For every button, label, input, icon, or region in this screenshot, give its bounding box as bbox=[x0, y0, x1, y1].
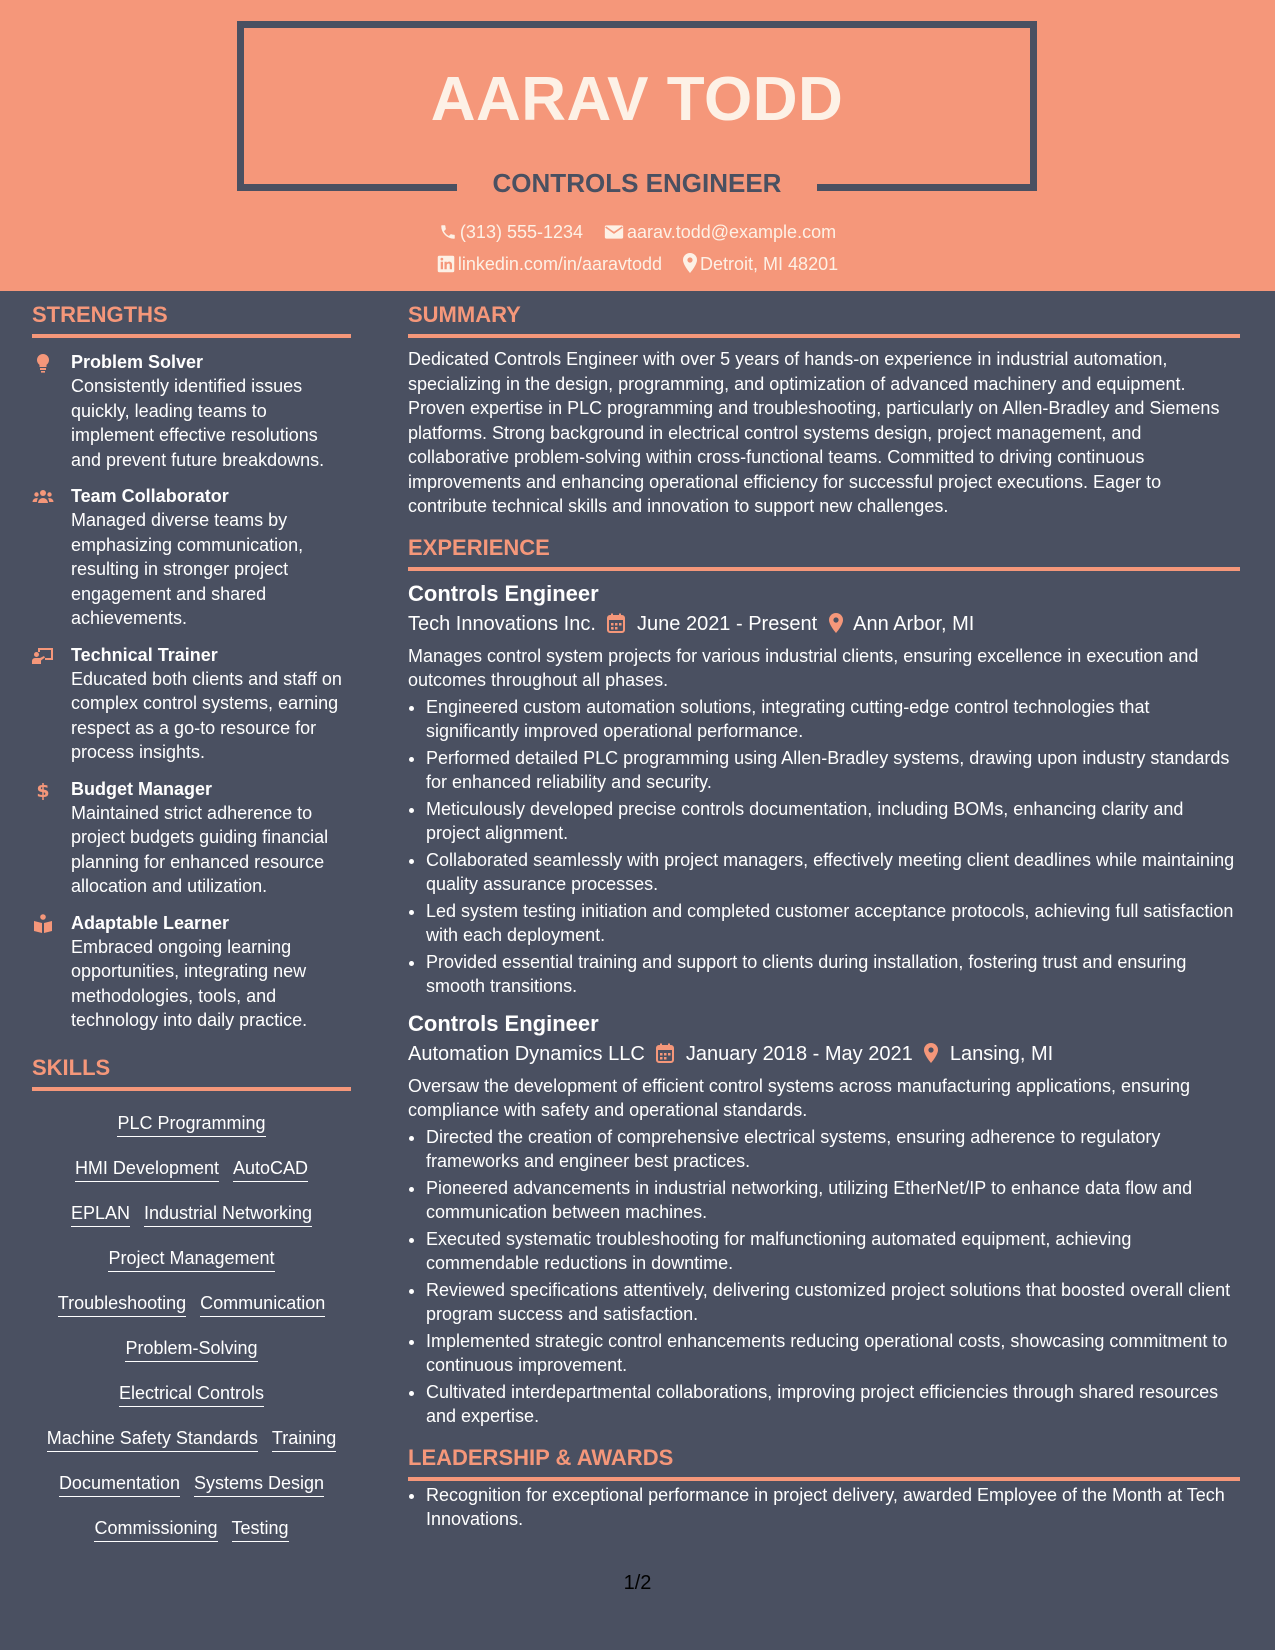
email-contact[interactable] bbox=[604, 220, 836, 244]
skill-tag: Training bbox=[272, 1426, 336, 1452]
bullet-item: • Provided essential training and support to clients during installation, fostering trust and ensuring smooth transitions. bbox=[426, 950, 1240, 999]
bullet-item: • Implemented strategic control enhancements reducing operational costs, showcasing commitment to continuous improvement. bbox=[426, 1329, 1240, 1378]
job-location: Lansing, MI bbox=[949, 1042, 1054, 1065]
skill-tag: EPLAN bbox=[71, 1201, 130, 1227]
summary-text: Dedicated Controls Engineer with over 5 years of hands-on experience in industrial automation, specializing in the design, programming, and optimization of advanced machinery and equipment. Proven expertise in PLC programming and troubleshooting, particularly on Allen-Bradley and Siemens platforms. Strong background in electrical control systems design, project management, and collaborative problem-solving within cross-functional teams. Committed to driving continuous improvements and enhancing operational efficiency for successful project executions. Eager to contribute technical skills and innovation to support new challenges. bbox=[408, 349, 1220, 516]
email-text: aarav.todd@example.com bbox=[627, 222, 837, 242]
strength-item bbox=[32, 643, 351, 765]
strength-desc: Embraced ongoing learning opportunities, integrating new methodologies, tools, and technology into daily practice. bbox=[71, 936, 308, 1030]
header-banner bbox=[0, 0, 1275, 291]
bullet-item: • Reviewed specifications attentively, delivering customized project solutions that boosted overall client program success and satisfaction. bbox=[426, 1278, 1240, 1327]
map-pin-icon bbox=[829, 613, 843, 633]
phone-contact[interactable] bbox=[439, 220, 583, 244]
skill-tag: Electrical Controls bbox=[119, 1381, 264, 1407]
calendar-icon bbox=[656, 1043, 674, 1063]
bullet-item: • Pioneered advancements in industrial networking, utilizing EtherNet/IP to enhance data flow and communication between machines. bbox=[426, 1176, 1240, 1225]
strength-desc: Managed diverse teams by emphasizing communication, resulting in stronger project engagement and shared achievements. bbox=[71, 510, 304, 628]
company-name: Tech Innovations Inc. bbox=[408, 612, 596, 635]
reading-person-icon bbox=[32, 913, 54, 935]
bullet-item: • Meticulously developed precise controls documentation, including BOMs, enhancing clarity and project alignment. bbox=[426, 797, 1240, 846]
skill-tag: Industrial Networking bbox=[144, 1201, 312, 1227]
left-column bbox=[32, 300, 351, 1551]
lightbulb-icon bbox=[32, 352, 54, 374]
linkedin-icon bbox=[437, 255, 455, 273]
job-title-header: CONTROLS ENGINEER bbox=[492, 168, 782, 198]
strength-name: Problem Solver bbox=[71, 352, 204, 372]
bullet-item: • Directed the creation of comprehensive electrical systems, ensuring adherence to regulatory frameworks and engineer best practices. bbox=[426, 1125, 1240, 1174]
candidate-name: AARAV TODD bbox=[430, 65, 844, 134]
skill-tag: Machine Safety Standards bbox=[47, 1426, 258, 1452]
page-number: 1/2 bbox=[623, 1572, 652, 1594]
skill-tag: Communication bbox=[200, 1291, 325, 1317]
strengths-heading: STRENGTHS bbox=[32, 300, 351, 338]
skill-tag: Project Management bbox=[108, 1246, 274, 1272]
skill-tag: Troubleshooting bbox=[58, 1291, 186, 1317]
users-icon bbox=[32, 486, 54, 508]
location-contact bbox=[683, 252, 838, 276]
bullet-item: • Collaborated seamlessly with project managers, effectively meeting client deadlines while maintaining quality assurance processes. bbox=[426, 848, 1240, 897]
contact-row-2 bbox=[0, 252, 1275, 276]
location-text: Detroit, MI 48201 bbox=[700, 254, 839, 274]
job-title: Controls Engineer bbox=[408, 1010, 599, 1036]
skill-tag: Commissioning bbox=[94, 1516, 217, 1542]
linkedin-text: linkedin.com/in/aaravtodd bbox=[457, 254, 663, 274]
strength-desc: Educated both clients and staff on complex control systems, earning respect as a go-to resource for process insights. bbox=[71, 668, 342, 762]
bullet-item: • Engineered custom automation solutions, integrating cutting-edge control technologies that significantly improved operational performance. bbox=[426, 695, 1240, 744]
job-description: Manages control system projects for various industrial clients, ensuring excellence in execution and outcomes throughout all phases. bbox=[408, 645, 1199, 690]
strength-item bbox=[32, 350, 351, 472]
job-description: Oversaw the development of efficient control systems across manufacturing applications, ensuring compliance with safety and operational standards. bbox=[408, 1075, 1191, 1120]
strength-desc: Maintained strict adherence to project budgets guiding financial planning for enhanced resource allocation and utilization. bbox=[71, 802, 329, 896]
job-dates: June 2021 - Present bbox=[637, 612, 818, 635]
svg-text:$: $ bbox=[36, 779, 50, 801]
job-meta bbox=[408, 1039, 1240, 1069]
experience-heading: EXPERIENCE bbox=[408, 533, 1240, 571]
company-name: Automation Dynamics LLC bbox=[408, 1042, 645, 1065]
strength-desc: Consistently identified issues quickly, leading teams to implement effective resolutions and prevent future breakdowns. bbox=[71, 376, 325, 470]
leadership-heading: LEADERSHIP & AWARDS bbox=[408, 1443, 1240, 1481]
chalkboard-teacher-icon bbox=[32, 645, 54, 667]
bullet-item: • Cultivated interdepartmental collaborations, improving project efficiencies through shared resources and expertise. bbox=[426, 1380, 1240, 1429]
skill-tag: PLC Programming bbox=[117, 1111, 265, 1137]
strength-name: Team Collaborator bbox=[71, 486, 229, 506]
phone-icon bbox=[439, 223, 457, 241]
phone-text: (313) 555-1234 bbox=[459, 222, 584, 242]
linkedin-contact[interactable] bbox=[437, 252, 662, 276]
skill-tag: Testing bbox=[232, 1516, 289, 1542]
job-dates: January 2018 - May 2021 bbox=[685, 1042, 913, 1065]
skill-tag: Documentation bbox=[59, 1471, 180, 1497]
envelope-icon bbox=[604, 223, 624, 241]
calendar-icon bbox=[607, 613, 625, 633]
job-bullets bbox=[408, 695, 1240, 999]
job-bullets bbox=[408, 1125, 1240, 1429]
skill-tag: AutoCAD bbox=[233, 1156, 308, 1182]
strength-name: Adaptable Learner bbox=[71, 912, 230, 933]
bullet-item: • Led system testing initiation and completed customer acceptance protocols, achieving full satisfaction with each deployment. bbox=[426, 899, 1240, 948]
job-location: Ann Arbor, MI bbox=[853, 612, 975, 635]
job-entry bbox=[408, 1009, 1240, 1429]
strength-name: Budget Manager bbox=[71, 778, 213, 799]
job-meta bbox=[408, 609, 1240, 639]
skill-tag: Problem-Solving bbox=[125, 1336, 257, 1362]
contact-row-1 bbox=[0, 220, 1275, 244]
map-pin-icon bbox=[683, 253, 697, 273]
right-column bbox=[408, 300, 1240, 1532]
summary-heading: SUMMARY bbox=[408, 300, 1240, 338]
strength-name: Technical Trainer bbox=[71, 644, 218, 665]
skills-heading: SKILLS bbox=[32, 1053, 351, 1091]
job-entry bbox=[408, 579, 1240, 999]
job-title: Controls Engineer bbox=[408, 580, 599, 606]
skills-list bbox=[32, 1101, 351, 1551]
dollar-icon bbox=[32, 779, 54, 801]
bullet-item: • Performed detailed PLC programming using Allen-Bradley systems, drawing upon industry standards for enhanced reliability and security. bbox=[426, 746, 1240, 795]
award-item: • Recognition for exceptional performance in project delivery, awarded Employee of the Month at Tech Innovations. bbox=[426, 1483, 1240, 1532]
bullet-item: • Executed systematic troubleshooting for malfunctioning automated equipment, achieving commendable reductions in downtime. bbox=[426, 1227, 1240, 1276]
map-pin-icon bbox=[924, 1043, 938, 1063]
skill-tag: HMI Development bbox=[75, 1156, 219, 1182]
strength-item bbox=[32, 777, 351, 899]
strength-item bbox=[32, 911, 351, 1033]
skill-tag: Systems Design bbox=[194, 1471, 324, 1497]
strength-item bbox=[32, 484, 351, 631]
awards-list bbox=[408, 1483, 1240, 1532]
